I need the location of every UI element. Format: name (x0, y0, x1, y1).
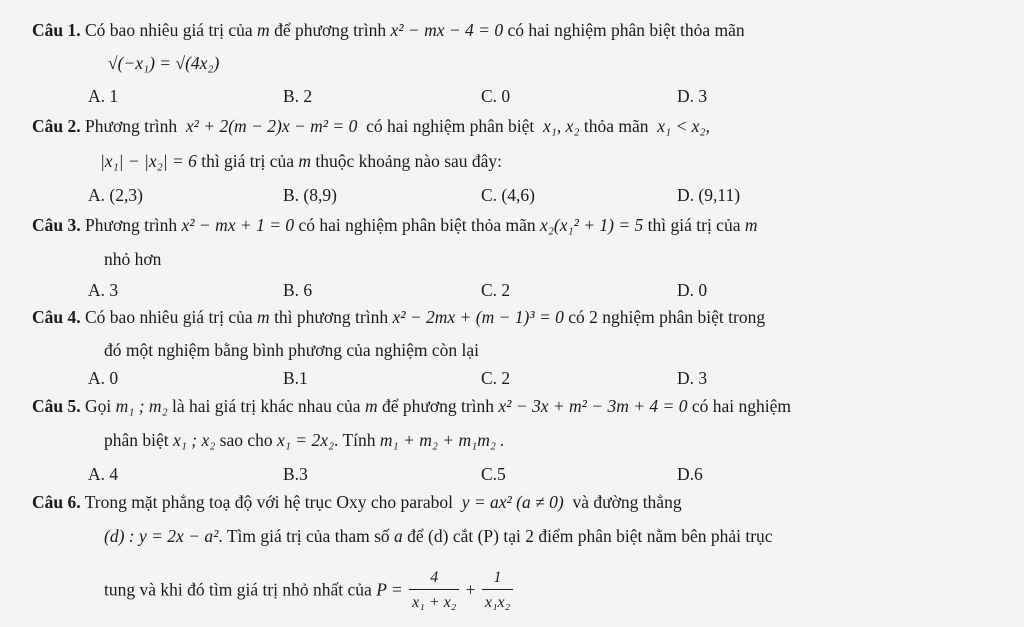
question-2-condition-2: |x₁| − |x₂| = 6 (100, 151, 197, 171)
question-4-equation: x² − 2mx + (m − 1)³ = 0 (392, 307, 564, 327)
question-4-option-b[interactable]: B.1 (283, 368, 308, 388)
question-1-text: để phương trình (274, 20, 387, 40)
fraction-2-numerator: 1 (482, 568, 513, 590)
question-6-fraction-1 (409, 568, 459, 612)
question-3-option-d[interactable]: D. 0 (677, 280, 708, 300)
question-5-text: . Tính (334, 430, 376, 450)
question-5-text: sao cho (219, 430, 273, 450)
question-6-text: . Tìm giá trị của tham số (218, 526, 390, 546)
question-4-text: Có bao nhiêu giá trị của (85, 307, 253, 327)
question-2-roots: x₁, x₂ (543, 116, 580, 136)
question-5-option-a[interactable]: A. 4 (88, 464, 119, 484)
question-2-label: Câu 2. (32, 116, 81, 136)
question-5-equation: x² − 3x + m² − 3m + 4 = 0 (498, 396, 688, 416)
question-5-text: có hai nghiệm (691, 396, 792, 416)
question-4-option-a[interactable]: A. 0 (88, 368, 119, 388)
question-3-text: thì giá trị của (647, 215, 741, 235)
question-6-text: để (d) cắt (P) tại 2 điểm phân biệt nằm bên phải trục (407, 526, 773, 546)
fraction-2-denominator: x₁x₂ (484, 594, 511, 612)
question-1-text: có hai nghiệm phân biệt thỏa mãn (507, 20, 745, 40)
question-2-text: thuộc khoảng nào sau đây: (315, 151, 503, 171)
question-2-option-a[interactable]: A. (2,3) (88, 185, 143, 205)
question-2-text: thì giá trị của (201, 151, 295, 171)
question-1-option-b[interactable]: B. 2 (283, 86, 313, 106)
question-6-line-d: (d) : y = 2x − a² (104, 526, 219, 546)
question-5-option-b[interactable]: B.3 (283, 464, 308, 484)
question-2-option-d[interactable]: D. (9,11) (677, 185, 741, 205)
question-2-condition-1: x₁ < x₂, (657, 116, 710, 136)
question-3-text: Phương trình (85, 215, 178, 235)
question-6-fraction-2 (482, 568, 513, 612)
question-1-option-c[interactable]: C. 0 (481, 86, 511, 106)
question-1-var-m: m (257, 20, 270, 40)
question-6-line-2 (104, 528, 773, 546)
question-3-equation: x² − mx + 1 = 0 (181, 215, 295, 235)
question-5-option-d[interactable]: D.6 (677, 464, 703, 484)
question-4-line-2: đó một nghiệm bằng bình phương của nghiệm còn lại (104, 340, 479, 360)
question-3-var-m: m (744, 215, 758, 235)
question-1-condition (108, 55, 219, 73)
question-3-label: Câu 3. (32, 215, 81, 235)
question-4-text: có 2 nghiệm phân biệt trong (568, 307, 766, 327)
question-5-condition: x₁ = 2x₂ (277, 430, 335, 450)
question-2-var-m: m (298, 151, 312, 171)
fraction-1-numerator: 4 (409, 568, 459, 590)
question-3-line-2: nhỏ hơn (104, 249, 162, 269)
question-5-text: phân biệt (104, 430, 169, 450)
question-6-text: Trong mặt phẳng toạ độ với hệ trục Oxy cho parabol (84, 492, 453, 512)
question-3-line-1 (32, 217, 758, 235)
question-6-var-a: a (394, 526, 403, 546)
question-1-option-d[interactable]: D. 3 (677, 86, 708, 106)
question-5-text: Gọi (85, 396, 112, 416)
question-5-text: để phương trình (381, 396, 495, 416)
question-2-equation: x² + 2(m − 2)x − m² = 0 (185, 116, 358, 136)
question-1-equation: x² − mx − 4 = 0 (390, 20, 504, 40)
question-4-text: thì phương trình (274, 307, 389, 327)
question-6-p-label: P = (376, 579, 403, 600)
question-3-text: có hai nghiệm phân biệt thỏa mãn (298, 215, 536, 235)
fraction-1-denominator: x₁ + x₂ (412, 594, 457, 612)
question-5-roots: x₁ ; x₂ (173, 430, 216, 450)
question-3-option-a[interactable]: A. 3 (88, 280, 119, 300)
question-6-text: và đường thẳng (572, 492, 682, 512)
question-5-option-c[interactable]: C.5 (481, 464, 506, 484)
question-1-line-1 (32, 22, 745, 40)
question-2-text: Phương trình (85, 116, 178, 136)
question-5-line-2 (104, 432, 505, 450)
question-4-line-1 (32, 309, 765, 327)
question-5-line-1 (32, 398, 791, 416)
question-6-line-1 (32, 494, 682, 512)
question-2-option-b[interactable]: B. (8,9) (283, 185, 337, 205)
question-1-label: Câu 1. (32, 20, 81, 40)
question-1-text: Có bao nhiêu giá trị của (85, 20, 253, 40)
question-2-line-1 (32, 118, 710, 136)
question-3-option-c[interactable]: C. 2 (481, 280, 511, 300)
question-5-var-m: m (364, 396, 378, 416)
question-6-text: tung và khi đó tìm giá trị nhỏ nhất của (104, 579, 372, 600)
question-2-line-2 (100, 153, 502, 171)
question-4-label: Câu 4. (32, 307, 81, 327)
question-6-line-3 (104, 568, 515, 612)
plus-sign: + (465, 579, 476, 600)
question-2-text: có hai nghiệm phân biệt (366, 116, 535, 136)
question-6-parabola: y = ax² (a ≠ 0) (461, 492, 564, 512)
question-4-option-c[interactable]: C. 2 (481, 368, 511, 388)
question-4-option-d[interactable]: D. 3 (677, 368, 708, 388)
question-4-var-m: m (257, 307, 270, 327)
question-1-option-a[interactable]: A. 1 (88, 86, 119, 106)
question-5-expression: m₁ + m₂ + m₁m₂ . (379, 430, 505, 450)
question-5-text: là hai giá trị khác nhau của (172, 396, 361, 416)
question-1-condition-formula: √(−x₁) = √(4x₂) (108, 53, 220, 73)
question-5-label: Câu 5. (32, 396, 81, 416)
question-2-option-c[interactable]: C. (4,6) (481, 185, 535, 205)
question-5-vars: m₁ ; m₂ (115, 396, 168, 416)
question-3-condition: x₂(x₁² + 1) = 5 (540, 215, 644, 235)
question-2-text: thỏa mãn (583, 116, 649, 136)
question-6-label: Câu 6. (32, 492, 81, 512)
question-3-option-b[interactable]: B. 6 (283, 280, 313, 300)
